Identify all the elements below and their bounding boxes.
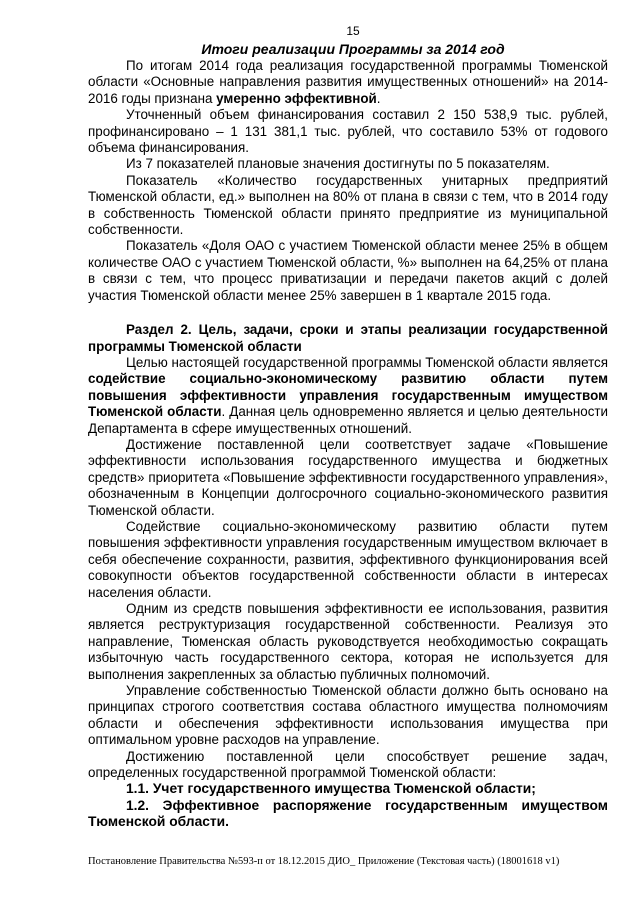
summary-paragraph-4: Показатель «Количество государственных унитарных предприятий Тюменской области, ед.» выполнен на 80% от плана в связи с тем, что в 2014 году в собственность Тюменской области принято предприятие из муниципальной собственности. [88,172,608,238]
document-page [88,24,608,831]
summary-paragraph-5: Показатель «Доля ОАО с участием Тюменской области менее 25% в общем количестве ОАО с участием Тюменской области, %» выполнен на 64,25% от плана в связи с тем, что процесс приватизации и передачи пакетов акций с долей участия Тюменской области менее 25% завершен в 1 квартале 2015 года. [88,238,608,303]
section-2-paragraph-3: Содействие социально-экономическому развитию области путем повышения эффективности управления государственным имуществом включает в себя обеспечение сохранности, развития, эффективного функционирования всей совокупности объектов государственной собственности области в интересах населения области. [88,518,608,600]
summary-paragraph-3: Из 7 показателей плановые значения достигнуты по 5 показателям. [126,156,550,172]
section-2-paragraph-6: Достижению поставленной цели способствует решение задач, определенных государственной программой Тюменской области: [88,748,608,781]
page-number: 15 [346,24,360,38]
task-item-1: 1.1. Учет государственного имущества Тюменской области; [126,781,536,797]
program-goal: содействие социально-экономическому развитию области путем повышения эффективности управления государственным имуществом Тюменской области [88,371,608,420]
summary-paragraph-2: Уточненный объем финансирования составил 2 150 538,9 тыс. рублей, профинансировано – 1 131 381,1 тыс. рублей, что составило 53% от годового объема финансирования. [88,107,608,156]
section-2-title: Раздел 2. Цель, задачи, сроки и этапы реализации государственной программы Тюменской области [88,322,608,354]
section-2-paragraph-5: Управление собственностью Тюменской области должно быть основано на принципах строгого соответствия состава областного имущества полномочиям области и обеспечения эффективности использования имущества при оптимальном уровне расходов на управление. [88,683,608,748]
task-item-2: 1.2. Эффективное распоряжение государственным имуществом Тюменской области. [88,797,608,830]
results-heading: Итоги реализации Программы за 2014 год [201,41,505,57]
section-2-paragraph-1: Целью настоящей государственной программы Тюменской области является содействие социально-экономическому развитию области путем повышения эффективности управления государственным имуществом Тюменской области. Данная цель одновременно является и целью деятельности Департамента в сфере имущественных отношений. [88,354,608,436]
summary-paragraph-1: По итогам 2014 года реализация государственной программы Тюменской области «Основные направления развития имущественных отношений» на 2014-2016 годы признана умеренно эффективной. [88,58,608,106]
document-footer: Постановление Правительства №593-п от 18.12.2015 ДИО_ Приложение (Текстовая часть) (18001618 v1) [88,856,560,867]
efficiency-rating: умеренно эффективной [216,90,377,106]
section-2-paragraph-4: Одним из средств повышения эффективности ее использования, развития является реструктуризация государственной собственности. Реализуя это направление, Тюменская область руководствуется необходимостью сокращать избыточную часть государственного сектора, которая не используется для выполнения закрепленных за областью публичных полномочий. [88,601,608,682]
section-2-paragraph-2: Достижение поставленной цели соответствует задаче «Повышение эффективности использования государственного имущества и бюджетных средств» приоритета «Повышение эффективности государственного управления», обозначенным в Концепции долгосрочного социально-экономического развития Тюменской области. [88,436,608,518]
